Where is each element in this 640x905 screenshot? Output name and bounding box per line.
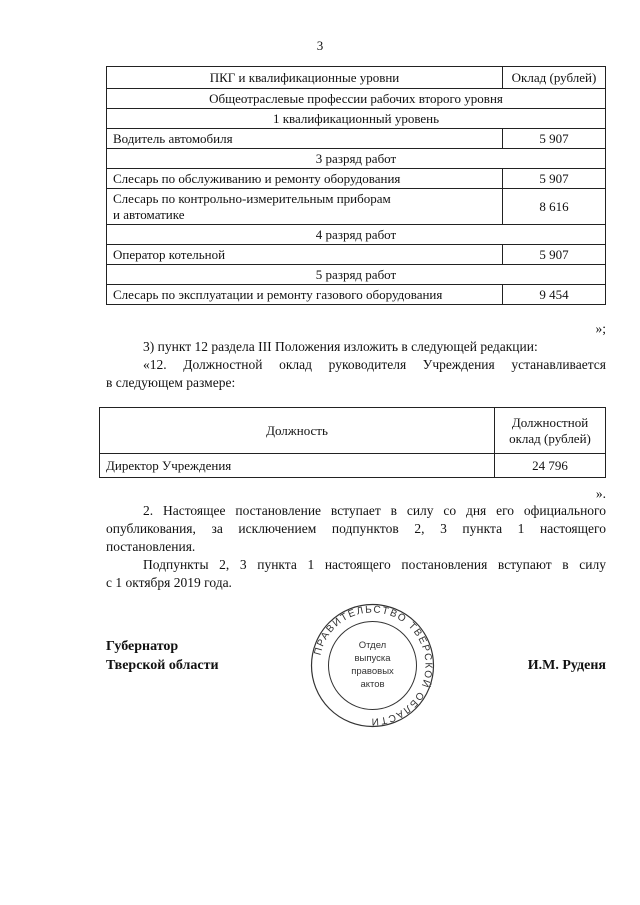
level-row: [107, 265, 606, 285]
salary-table-closing-mark: »;: [595, 321, 606, 336]
position-salary: 5 907: [503, 245, 606, 265]
page-number: 3: [316, 38, 324, 53]
position-salary: 5 907: [503, 169, 606, 189]
position-name: Водитель автомобиля: [107, 129, 503, 149]
position-name: Слесарь по обслуживанию и ремонту оборудования: [107, 169, 503, 189]
signatory-title: [106, 637, 219, 675]
official-stamp: [305, 603, 440, 728]
position-name-line2: и автоматике: [113, 206, 185, 222]
stamp-center-line: выпуска: [354, 653, 391, 664]
position-salary: 5 907: [503, 129, 606, 149]
table-header-row: [107, 67, 606, 89]
para2-line3: постановления.: [106, 539, 196, 554]
header-official-salary-line1: Должностной: [511, 414, 589, 430]
level-row: [107, 149, 606, 169]
para3-line1: Подпункты 2, 3 пункта 1 настоящего постановления вступают в силу: [143, 557, 606, 572]
item3-line: 3) пункт 12 раздела III Положения изложить в следующей редакции:: [143, 339, 538, 354]
header-official-salary-line2: оклад (рублей): [509, 430, 591, 446]
signatory-title-line2: Тверской области: [106, 658, 219, 673]
group-title: Общеотраслевые профессии рабочих второго уровня: [107, 89, 606, 109]
header-qualification: ПКГ и квалификационные уровни: [107, 67, 503, 89]
position-salary: 24 796: [495, 454, 606, 478]
table-row: [107, 129, 606, 149]
signatory-name: И.М. Руденя: [527, 658, 606, 673]
group-row: [107, 89, 606, 109]
table-row: [107, 285, 606, 305]
level-row: [107, 225, 606, 245]
director-table: [99, 407, 606, 478]
quote-line1: «12. Должностной оклад руководителя Учреждения устанавливается: [143, 357, 606, 372]
level-title: 5 разряд работ: [107, 265, 606, 285]
position-name: [107, 189, 503, 225]
position-salary: 9 454: [503, 285, 606, 305]
position-salary: 8 616: [503, 189, 606, 225]
table-row: [107, 245, 606, 265]
para2-line1: 2. Настоящее постановление вступает в силу со дня его официального: [143, 503, 606, 518]
header-position: Должность: [100, 408, 495, 454]
director-table-closing-mark: ».: [595, 486, 606, 501]
salary-table: [106, 66, 606, 305]
position-name: Оператор котельной: [107, 245, 503, 265]
level-title: 4 разряд работ: [107, 225, 606, 245]
table-row: [100, 454, 606, 478]
table-header-row: [100, 408, 606, 454]
level-title: 3 разряд работ: [107, 149, 606, 169]
position-name: Слесарь по эксплуатации и ремонту газового оборудования: [107, 285, 503, 305]
stamp-center-line: правовых: [351, 666, 394, 677]
para3-line2: с 1 октября 2019 года.: [106, 575, 232, 590]
position-name-line1: Слесарь по контрольно-измерительным приборам: [113, 190, 391, 206]
signatory-title-line1: Губернатор: [106, 639, 179, 654]
level-row: [107, 109, 606, 129]
table-row: [107, 189, 606, 225]
stamp-center-line: актов: [360, 679, 385, 690]
table-row: [107, 169, 606, 189]
position-name: Директор Учреждения: [100, 454, 495, 478]
para2-line2: опубликования, за исключением подпунктов 2, 3 пункта 1 настоящего: [106, 521, 606, 536]
quote-line2: в следующем размере:: [106, 375, 236, 390]
header-salary: Оклад (рублей): [503, 67, 606, 89]
stamp-center-line: Отдел: [358, 640, 387, 651]
stamp-ring-text: ПРАВИТЕЛЬСТВО ТВЕРСКОЙ ОБЛАСТИ: [312, 604, 434, 727]
level-title: 1 квалификационный уровень: [107, 109, 606, 129]
header-official-salary: [495, 408, 606, 454]
